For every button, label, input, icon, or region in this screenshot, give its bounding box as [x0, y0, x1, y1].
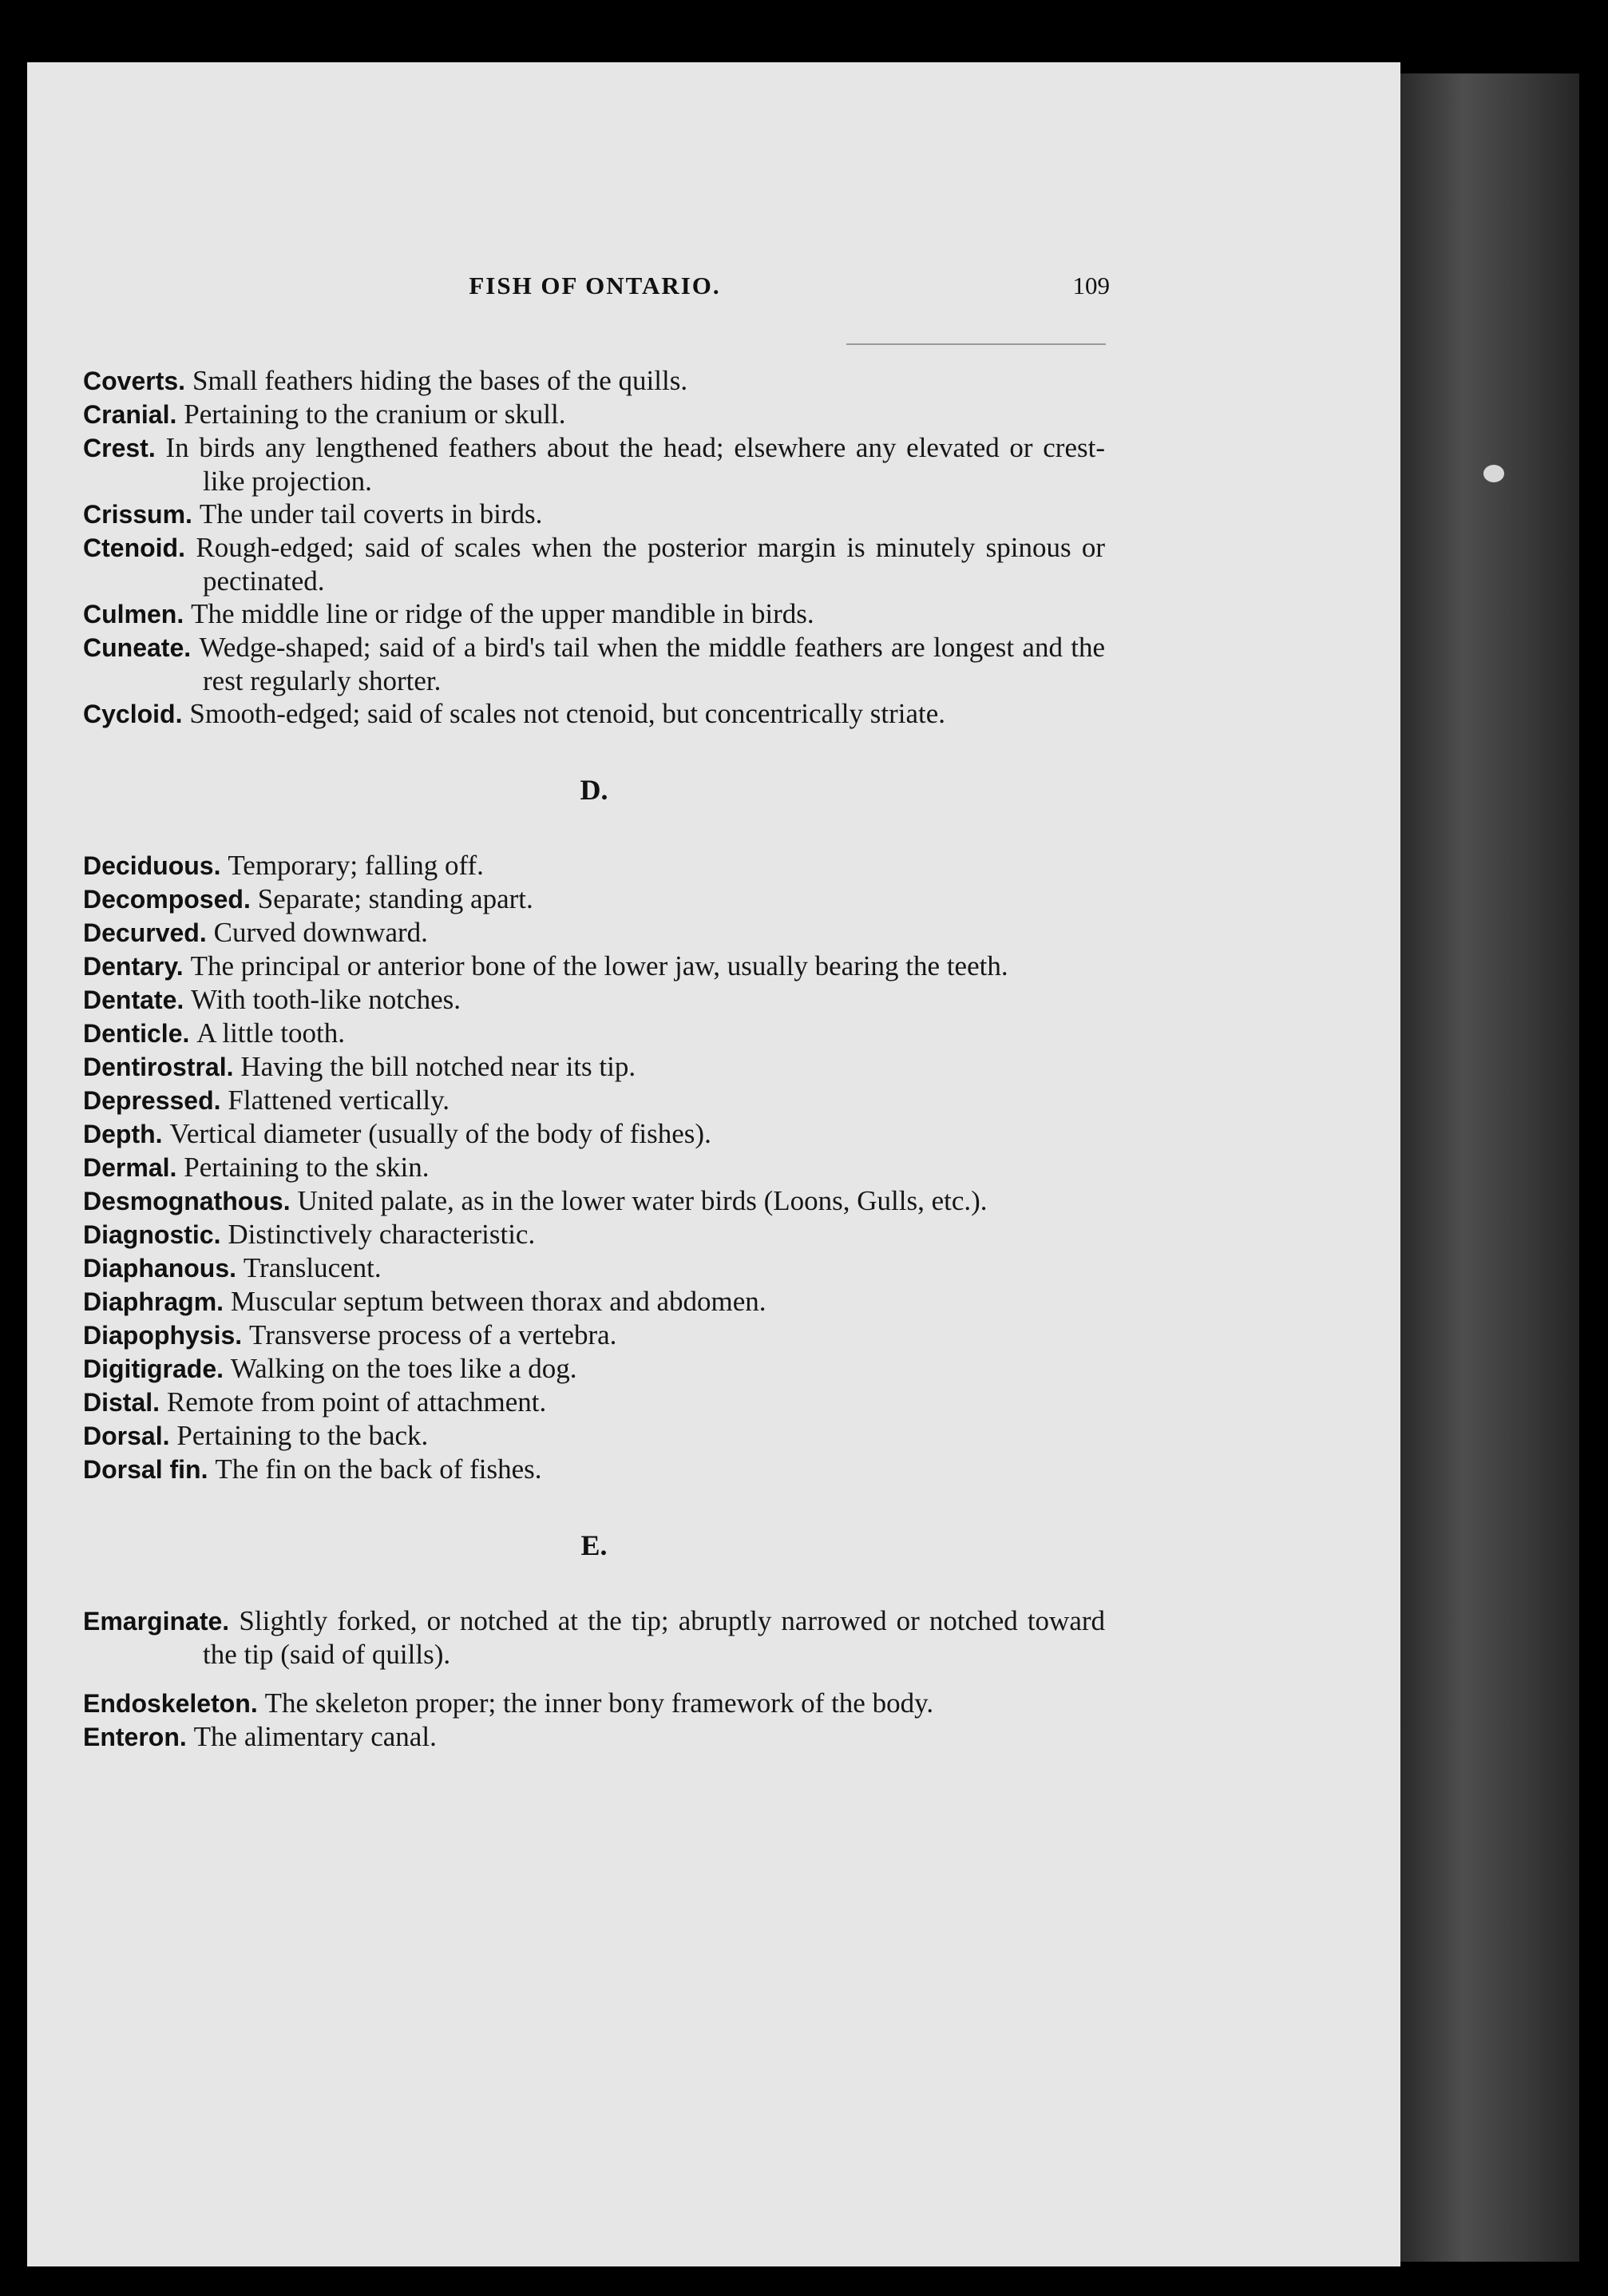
glossary-term: Cranial: [83, 400, 170, 429]
glossary-definition: The alimentary canal.: [193, 1721, 437, 1752]
glossary-term: Enteron: [83, 1723, 180, 1751]
glossary-definition: With tooth-like notches.: [191, 984, 461, 1015]
glossary-entry: [83, 631, 1105, 697]
glossary-definition: United palate, as in the lower water birds (Loons, Gulls, etc.).: [297, 1185, 988, 1216]
glossary-definition: The fin on the back of fishes.: [215, 1453, 542, 1485]
term-separator: .: [222, 1607, 240, 1636]
glossary-entry: [83, 1386, 1105, 1419]
term-separator: .: [283, 1187, 298, 1215]
glossary-definition: Muscular septum between thorax and abdomen.: [230, 1286, 766, 1317]
page-number: 109: [1072, 272, 1110, 299]
glossary-term: Depth: [83, 1120, 156, 1148]
glossary-term: Distal: [83, 1388, 153, 1417]
glossary-definition: Wedge-shaped; said of a bird's tail when the middle feathers are longest and the rest regularly shorter.: [199, 632, 1105, 696]
glossary-definition: Smooth-edged; said of scales not ctenoid, but concentrically striate.: [189, 698, 946, 729]
glossary-entry: [83, 1017, 1105, 1050]
glossary-entry: [83, 364, 1105, 398]
glossary-definition: Small feathers hiding the bases of the quills.: [192, 365, 688, 396]
glossary-term: Dentirostral: [83, 1053, 227, 1081]
glossary-entry: [83, 498, 1105, 531]
section-e-entries: [83, 1604, 1105, 1754]
glossary-entry: [83, 1352, 1105, 1386]
section-d-entries: [83, 849, 1105, 1486]
header-rule: [846, 343, 1106, 345]
term-separator: .: [213, 1086, 228, 1115]
glossary-entry: [83, 398, 1105, 431]
glossary-definition: Temporary; falling off.: [228, 850, 484, 881]
glossary-entry: [83, 531, 1105, 597]
glossary-entry: [83, 1453, 1105, 1486]
glossary-term: Deciduous: [83, 851, 214, 880]
glossary-term: Cycloid: [83, 700, 176, 728]
term-separator: .: [176, 952, 191, 981]
glossary-term: Dentate: [83, 985, 177, 1014]
glossary-entry: [83, 1604, 1105, 1671]
glossary-entry: [83, 950, 1105, 983]
term-separator: .: [175, 700, 190, 728]
term-separator: .: [178, 533, 196, 562]
glossary-entry: [83, 1184, 1105, 1218]
glossary-definition: Having the bill notched near its tip.: [240, 1051, 636, 1082]
glossary-definition: The principal or anterior bone of the lower jaw, usually bearing the teeth.: [190, 950, 1008, 981]
book-edge: [1400, 73, 1579, 2262]
glossary-definition: Slightly forked, or notched at the tip; abruptly narrowed or notched toward the tip (said of quills).: [203, 1605, 1106, 1670]
running-head: [80, 272, 1110, 307]
term-separator: .: [200, 1455, 216, 1484]
term-separator: .: [235, 1321, 250, 1350]
glossary-term: Depressed: [83, 1086, 214, 1115]
glossary-definition: Pertaining to the cranium or skull.: [184, 399, 566, 430]
glossary-entry: [83, 849, 1105, 882]
glossary-definition: Separate; standing apart.: [257, 883, 533, 914]
glossary-definition: The skeleton proper; the inner bony framework of the body.: [264, 1687, 934, 1719]
glossary-definition: Remote from point of attachment.: [166, 1386, 547, 1418]
glossary-entry: [83, 1687, 1105, 1720]
section-letter-d: D.: [580, 774, 608, 806]
glossary-entry: [83, 1050, 1105, 1084]
term-separator: .: [162, 1422, 177, 1450]
glossary-term: Diaphanous: [83, 1254, 230, 1283]
glossary-definition: A little tooth.: [196, 1017, 345, 1049]
term-separator: .: [179, 1723, 194, 1751]
term-separator: .: [176, 600, 192, 629]
glossary-entry: [83, 1251, 1105, 1285]
term-separator: .: [182, 1019, 197, 1048]
glossary-definition: Vertical diameter (usually of the body of fishes).: [169, 1118, 711, 1149]
term-separator: .: [216, 1354, 231, 1383]
group-c-entries: [83, 364, 1105, 731]
glossary-term: Endoskeleton: [83, 1689, 251, 1718]
glossary-term: Crest: [83, 434, 149, 462]
glossary-term: Diagnostic: [83, 1220, 214, 1249]
term-separator: .: [176, 985, 192, 1014]
term-separator: .: [169, 400, 184, 429]
term-separator: .: [155, 1120, 170, 1148]
glossary-term: Desmognathous: [83, 1187, 283, 1215]
glossary-definition: Rough-edged; said of scales when the posterior margin is minutely spinous or pectinated.: [196, 532, 1105, 597]
glossary-term: Crissum: [83, 500, 186, 529]
glossary-definition: Pertaining to the back.: [176, 1420, 429, 1451]
edge-spot: [1483, 465, 1504, 482]
glossary-definition: Distinctively characteristic.: [228, 1219, 536, 1250]
glossary-term: Dorsal fin: [83, 1455, 201, 1484]
glossary-definition: Walking on the toes like a dog.: [230, 1353, 577, 1384]
glossary-definition: Transverse process of a vertebra.: [249, 1319, 617, 1350]
glossary-definition: In birds any lengthened feathers about the head; elsewhere any elevated or crest-like projection.: [165, 432, 1105, 497]
glossary-term: Decomposed: [83, 885, 244, 914]
glossary-definition: The middle line or ridge of the upper mandible in birds.: [191, 598, 814, 629]
term-separator: .: [243, 885, 258, 914]
glossary-entry: [83, 1419, 1105, 1453]
term-separator: .: [213, 851, 228, 880]
glossary-entry: [83, 431, 1105, 498]
glossary-term: Culmen: [83, 600, 177, 629]
glossary-entry: [83, 1151, 1105, 1184]
glossary-term: Emarginate: [83, 1607, 223, 1636]
glossary-term: Dentary: [83, 952, 176, 981]
glossary-term: Diaphragm: [83, 1287, 217, 1316]
glossary-entry: [83, 1084, 1105, 1117]
term-separator: .: [213, 1220, 228, 1249]
running-title: FISH OF ONTARIO.: [469, 272, 721, 299]
glossary-entry: [83, 1218, 1105, 1251]
glossary-term: Digitigrade: [83, 1354, 217, 1383]
term-separator: .: [199, 918, 214, 947]
glossary-term: Dorsal: [83, 1422, 163, 1450]
term-separator: .: [184, 633, 200, 662]
glossary-text: [83, 364, 1105, 1754]
glossary-entry: [83, 1319, 1105, 1352]
glossary-definition: Flattened vertically.: [228, 1085, 450, 1116]
glossary-term: Dermal: [83, 1153, 170, 1182]
term-separator: .: [178, 367, 192, 395]
term-separator: .: [250, 1689, 265, 1718]
term-separator: .: [229, 1254, 244, 1283]
glossary-entry: [83, 1285, 1105, 1319]
glossary-entry: [83, 882, 1105, 916]
term-separator: .: [226, 1053, 241, 1081]
glossary-entry: [83, 1117, 1105, 1151]
glossary-entry: [83, 697, 1105, 731]
glossary-definition: Curved downward.: [213, 917, 428, 948]
glossary-term: Cuneate: [83, 633, 184, 662]
glossary-entry: [83, 597, 1105, 631]
glossary-definition: Translucent.: [243, 1252, 382, 1283]
term-separator: .: [216, 1287, 231, 1316]
section-letter-e: E.: [580, 1529, 608, 1561]
glossary-entry: [83, 1720, 1105, 1754]
term-separator: .: [152, 1388, 167, 1417]
term-separator: .: [169, 1153, 184, 1182]
glossary-term: Denticle: [83, 1019, 183, 1048]
term-separator: .: [185, 500, 200, 529]
term-separator: .: [148, 434, 166, 462]
glossary-definition: Pertaining to the skin.: [184, 1152, 430, 1183]
glossary-term: Diapophysis: [83, 1321, 236, 1350]
glossary-term: Coverts: [83, 367, 179, 395]
glossary-definition: The under tail coverts in birds.: [199, 498, 543, 529]
glossary-term: Decurved: [83, 918, 200, 947]
glossary-term: Ctenoid: [83, 533, 179, 562]
glossary-entry: [83, 916, 1105, 950]
glossary-entry: [83, 983, 1105, 1017]
